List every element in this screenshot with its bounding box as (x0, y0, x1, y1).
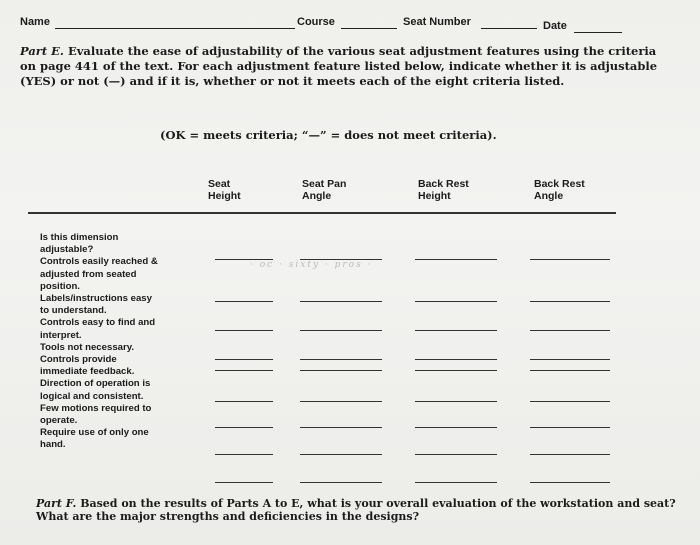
answer-blank[interactable] (215, 301, 273, 302)
answer-blank[interactable] (530, 359, 610, 360)
criterion-item: Require use of only one hand. (40, 427, 149, 451)
column-header-3: Back Rest Height (418, 178, 469, 202)
answer-blank[interactable] (300, 482, 382, 483)
answer-blank[interactable] (530, 427, 610, 428)
part-f-question (36, 497, 676, 523)
criterion-item: Controls easy to find and interpret. (40, 317, 156, 341)
answer-blank[interactable] (215, 330, 273, 331)
answer-blank[interactable] (215, 359, 273, 360)
criterion-item: Direction of operation is logical and consistent. (40, 378, 151, 402)
answer-blank[interactable] (530, 482, 610, 483)
name-blank[interactable] (55, 28, 295, 29)
criteria-list (40, 232, 210, 452)
name-label: Name (20, 16, 50, 28)
part-e-text: Evaluate the ease of adjustability of the various seat adjustment features using the criteria on page 441 of the text. For each adjustment feature listed below, indicate whether it is adjustable (YES) or not (—) and if it is, whether or not it meets each of the eight criteria listed. (20, 44, 658, 88)
answer-blank[interactable] (415, 454, 497, 455)
faint-bleedthrough-text: · oc · sixty · pros · (250, 260, 373, 270)
answer-blank[interactable] (415, 359, 497, 360)
course-blank[interactable] (341, 28, 397, 29)
date-label: Date (543, 20, 567, 32)
header-rule (28, 212, 616, 214)
answer-blank[interactable] (415, 427, 497, 428)
criterion-item: Tools not necessary. (40, 341, 135, 353)
answer-blank[interactable] (415, 370, 497, 371)
answer-blank[interactable] (300, 454, 382, 455)
answer-blank[interactable] (300, 370, 382, 371)
column-header-1: Seat Height (208, 178, 241, 202)
answer-blank[interactable] (300, 359, 382, 360)
date-blank[interactable] (574, 32, 622, 33)
answer-blank[interactable] (215, 454, 273, 455)
answer-blank[interactable] (530, 301, 610, 302)
column-header-4: Back Rest Angle (534, 178, 585, 202)
answer-blank[interactable] (530, 401, 610, 402)
course-label: Course (297, 16, 335, 28)
criterion-item: Few motions required to operate. (40, 402, 152, 427)
seat-number-label: Seat Number (403, 16, 471, 28)
criterion-item: Controls easily reached & adjusted from seated position. (40, 256, 158, 292)
answer-blank[interactable] (415, 482, 497, 483)
answer-blank[interactable] (530, 454, 610, 455)
answer-blank[interactable] (300, 330, 382, 331)
answer-blank[interactable] (300, 301, 382, 302)
criterion-item: Labels/instructions easy to understand. (40, 293, 152, 317)
column-header-2: Seat Pan Angle (302, 178, 347, 202)
answer-blank[interactable] (415, 401, 497, 402)
criterion-item: Controls provide immediate feedback. (40, 354, 135, 378)
part-e-label: Part E. (20, 44, 64, 58)
answer-blank[interactable] (300, 401, 382, 402)
criterion-item: Is this dimension adjustable? (40, 232, 119, 256)
answer-blank[interactable] (215, 370, 273, 371)
part-f-label: Part F. (36, 497, 77, 510)
seat-number-blank[interactable] (481, 28, 537, 29)
answer-blank[interactable] (300, 427, 382, 428)
answer-blank[interactable] (530, 259, 610, 260)
answer-blank[interactable] (530, 370, 610, 371)
answer-blank[interactable] (415, 330, 497, 331)
part-e-instructions (20, 44, 670, 89)
part-f-text: Based on the results of Parts A to E, what is your overall evaluation of the workstation and seat? What are the major strengths and deficiencies in the designs? (36, 497, 676, 523)
answer-blank[interactable] (415, 301, 497, 302)
criteria-key: (OK = meets criteria; “—” = does not meet criteria). (160, 128, 497, 142)
answer-blank[interactable] (215, 482, 273, 483)
answer-blank[interactable] (530, 330, 610, 331)
answer-blank[interactable] (215, 427, 273, 428)
answer-blank[interactable] (215, 401, 273, 402)
